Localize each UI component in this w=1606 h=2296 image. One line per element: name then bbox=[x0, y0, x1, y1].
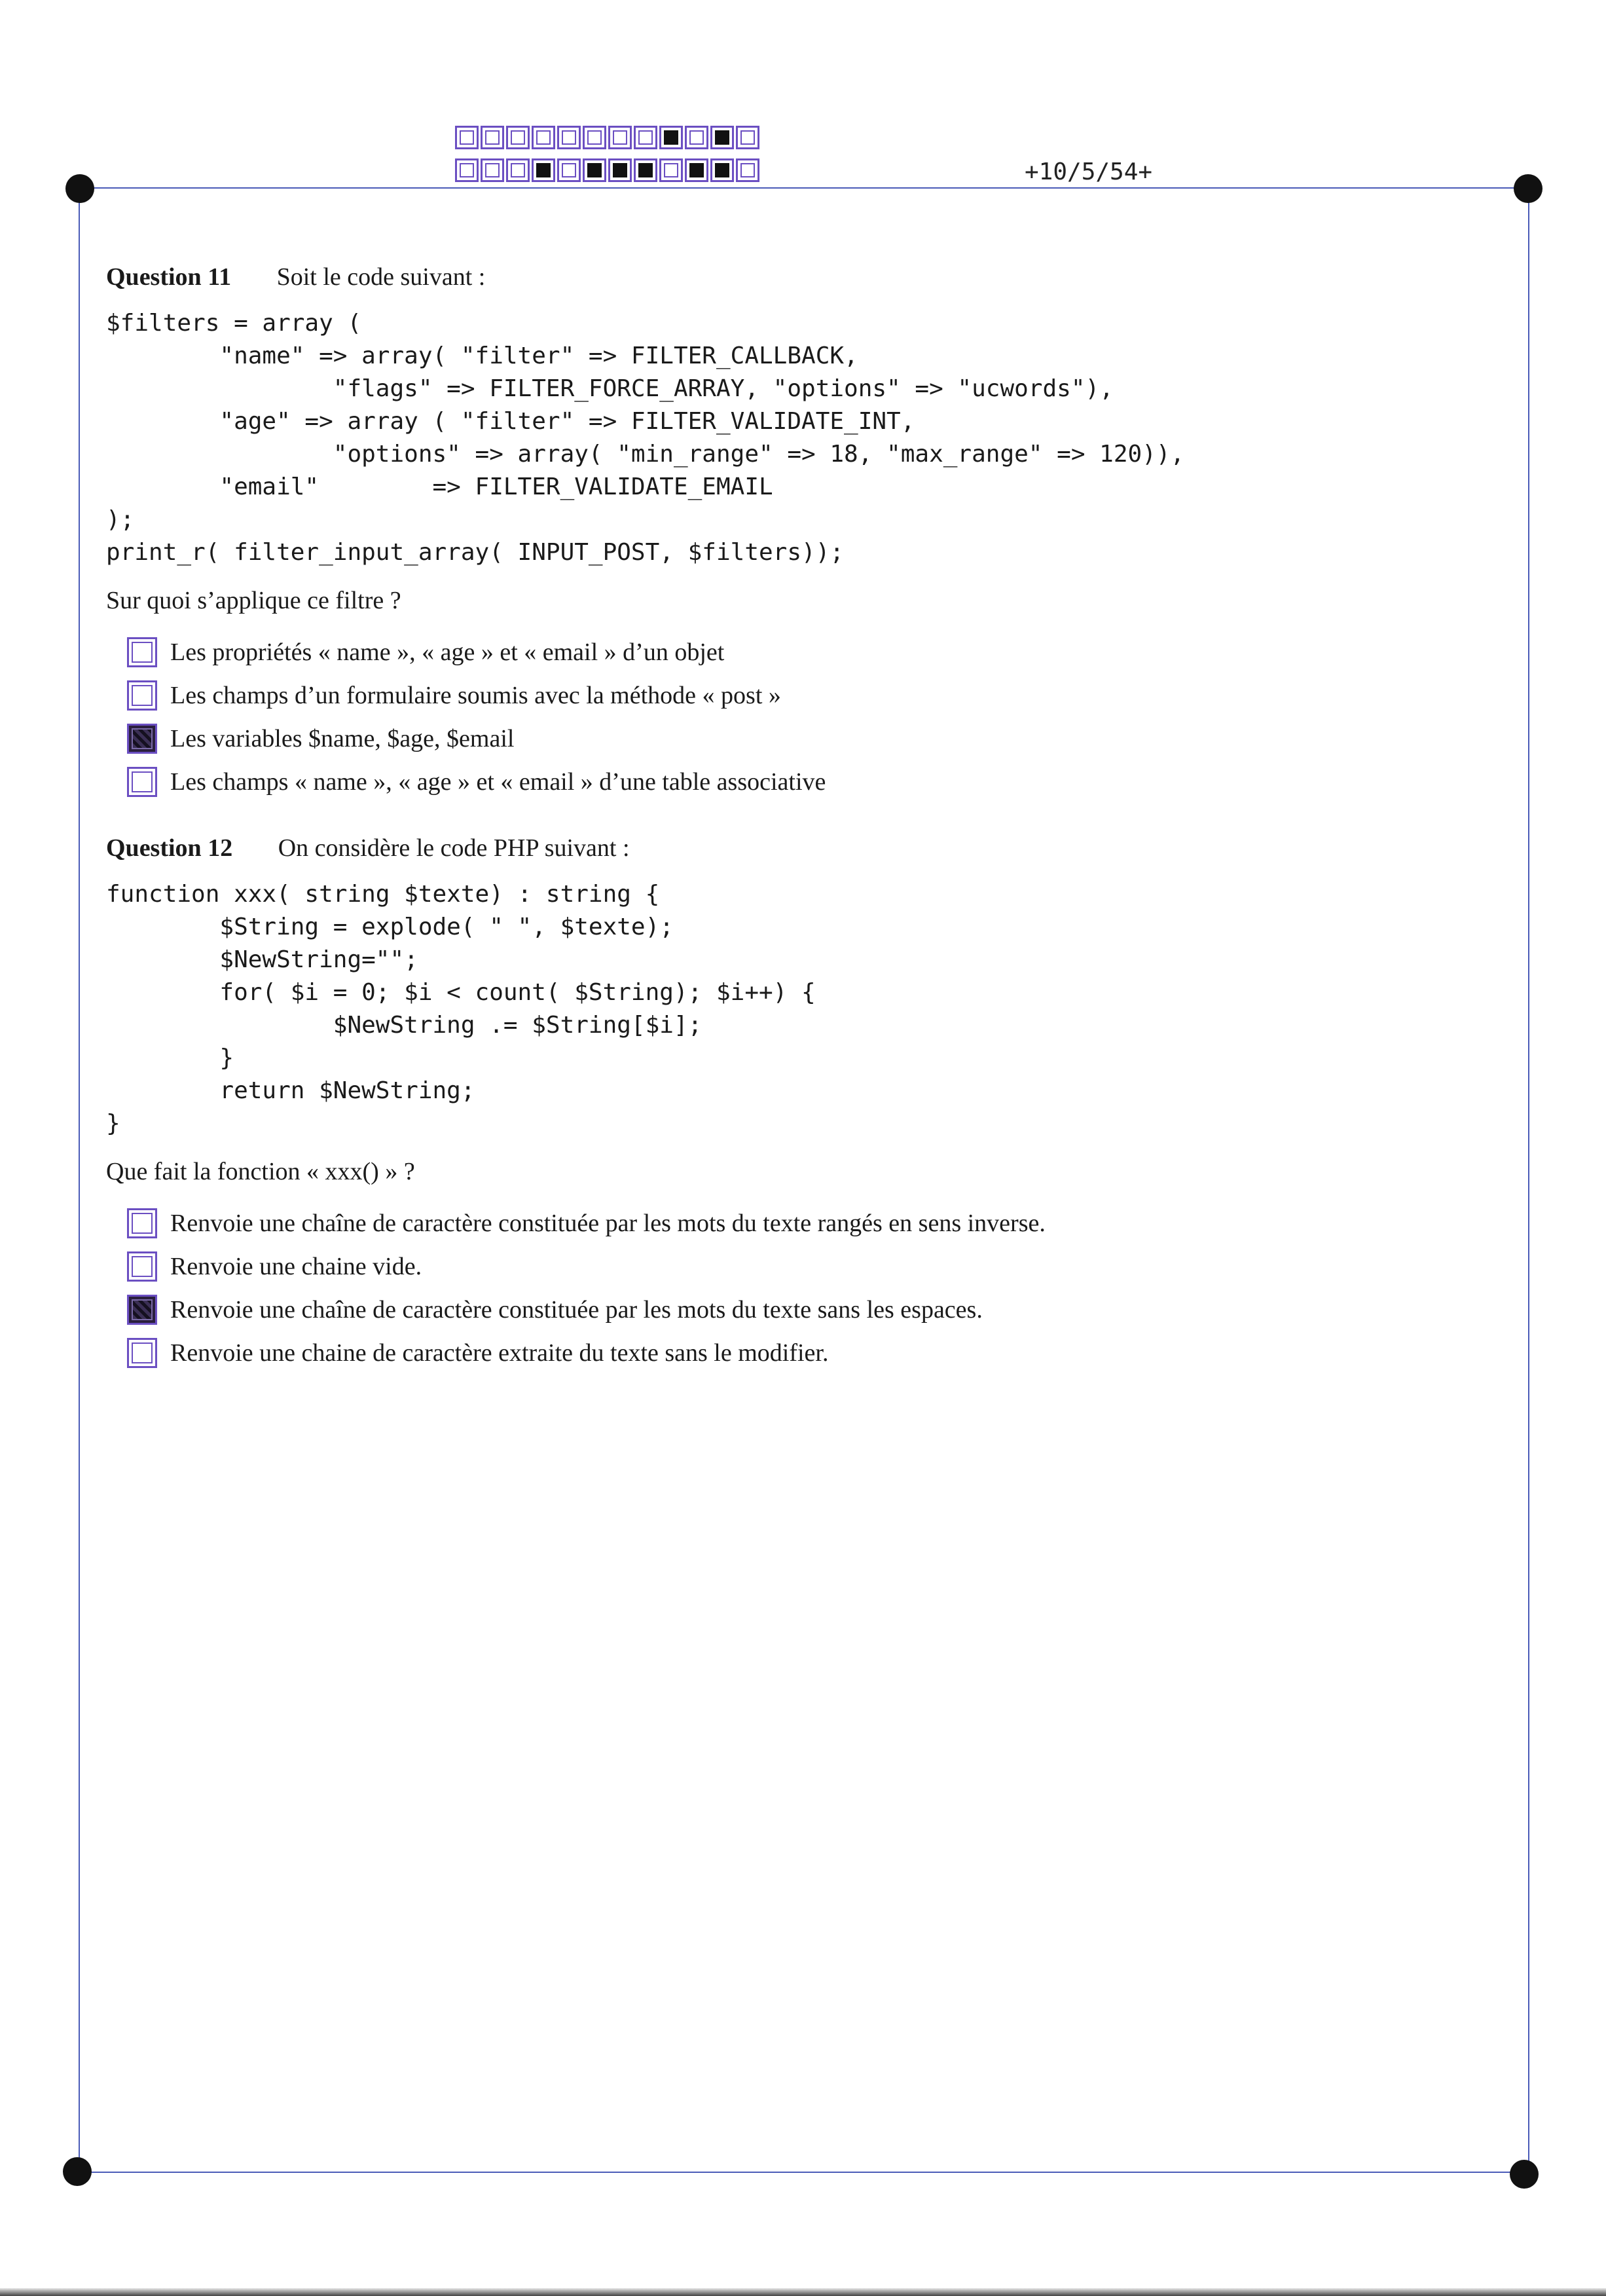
answer-option[interactable] bbox=[127, 1288, 1494, 1331]
answer-option[interactable] bbox=[127, 1245, 1494, 1288]
checkbox[interactable] bbox=[127, 680, 157, 711]
answer-option[interactable] bbox=[127, 631, 1494, 674]
checkbox[interactable] bbox=[127, 724, 157, 754]
question-intro: On considère le code PHP suivant : bbox=[278, 834, 630, 862]
barcode-cell bbox=[710, 126, 734, 149]
checkbox[interactable] bbox=[127, 1251, 157, 1282]
corner-mark-bottom-left bbox=[63, 2157, 92, 2186]
barcode-row-top bbox=[455, 126, 761, 149]
scan-edge bbox=[0, 2288, 1606, 2296]
question-label: Question 11 bbox=[106, 263, 232, 291]
barcode-cell bbox=[583, 158, 606, 182]
answer-text: Les propriétés « name », « age » et « email » d’un objet bbox=[170, 639, 725, 666]
answer-option[interactable] bbox=[127, 1202, 1494, 1245]
answer-text: Les variables $name, $age, $email bbox=[170, 725, 515, 752]
corner-mark-bottom-right bbox=[1510, 2160, 1539, 2189]
barcode-cell bbox=[557, 126, 581, 149]
barcode-cell bbox=[532, 126, 555, 149]
barcode-cell bbox=[685, 158, 708, 182]
answer-text: Les champs d’un formulaire soumis avec la méthode « post » bbox=[170, 682, 781, 709]
barcode-cell bbox=[659, 158, 683, 182]
answer-text: Renvoie une chaîne de caractère constituée par les mots du texte sans les espaces. bbox=[170, 1296, 983, 1324]
barcode-cell bbox=[455, 158, 479, 182]
answer-list bbox=[106, 631, 1494, 804]
question-prompt: Sur quoi s’applique ce filtre ? bbox=[106, 587, 401, 614]
code-block: function xxx( string $texte) : string { $String = explode( " ", $texte); $NewString=""; for( $i = 0; $i < count( $String); $i++) { $NewString .= $String[$i]; } return $NewString; } bbox=[106, 881, 816, 1137]
exam-content bbox=[106, 259, 1494, 1401]
barcode-cell bbox=[608, 126, 632, 149]
checkbox[interactable] bbox=[127, 767, 157, 797]
barcode-cell bbox=[506, 126, 530, 149]
barcode-cell bbox=[557, 158, 581, 182]
question-header bbox=[106, 830, 1494, 866]
checkbox[interactable] bbox=[127, 1208, 157, 1238]
barcode-cell bbox=[736, 158, 759, 182]
question-header bbox=[106, 259, 1494, 295]
answer-text: Renvoie une chaine de caractère extraite du texte sans le modifier. bbox=[170, 1339, 829, 1367]
barcode-cell bbox=[608, 158, 632, 182]
barcode-cell bbox=[455, 126, 479, 149]
answer-text: Les champs « name », « age » et « email » d’une table associative bbox=[170, 768, 826, 796]
checkbox[interactable] bbox=[127, 1295, 157, 1325]
question-intro: Soit le code suivant : bbox=[276, 263, 486, 291]
corner-mark-top-right bbox=[1514, 174, 1542, 203]
answer-option[interactable] bbox=[127, 760, 1494, 804]
barcode-cell bbox=[506, 158, 530, 182]
answer-text: Renvoie une chaine vide. bbox=[170, 1253, 422, 1280]
question-prompt: Que fait la fonction « xxx() » ? bbox=[106, 1158, 415, 1185]
question-12 bbox=[106, 830, 1494, 1375]
barcode-cell bbox=[685, 126, 708, 149]
barcode-cell bbox=[659, 126, 683, 149]
answer-option[interactable] bbox=[127, 717, 1494, 760]
barcode-cell bbox=[634, 158, 657, 182]
barcode-cell bbox=[481, 158, 504, 182]
barcode-cell bbox=[481, 126, 504, 149]
barcode-cell bbox=[532, 158, 555, 182]
answer-option[interactable] bbox=[127, 674, 1494, 717]
answer-text: Renvoie une chaîne de caractère constituée par les mots du texte rangés en sens inverse. bbox=[170, 1210, 1046, 1237]
page-identifier: +10/5/54+ bbox=[1025, 158, 1153, 185]
question-11 bbox=[106, 259, 1494, 804]
answer-option[interactable] bbox=[127, 1331, 1494, 1375]
barcode-row-bottom bbox=[455, 158, 761, 182]
checkbox[interactable] bbox=[127, 637, 157, 667]
question-label: Question 12 bbox=[106, 834, 233, 862]
answer-list bbox=[106, 1202, 1494, 1375]
barcode-cell bbox=[710, 158, 734, 182]
barcode-cell bbox=[634, 126, 657, 149]
corner-mark-top-left bbox=[65, 174, 94, 203]
barcode-cell bbox=[583, 126, 606, 149]
code-block: $filters = array ( "name" => array( "filter" => FILTER_CALLBACK, "flags" => FILTER_FORCE_ARRAY, "options" => "ucwords"), "age" => array ( "filter" => FILTER_VALIDATE_INT, "options" => array( "min_range" => 18, "max_range" => 120)), "email" => FILTER_VALIDATE_EMAIL ); print_r( filter_input_array( INPUT_POST, $filters)); bbox=[106, 310, 1185, 566]
barcode-cell bbox=[736, 126, 759, 149]
checkbox[interactable] bbox=[127, 1338, 157, 1368]
